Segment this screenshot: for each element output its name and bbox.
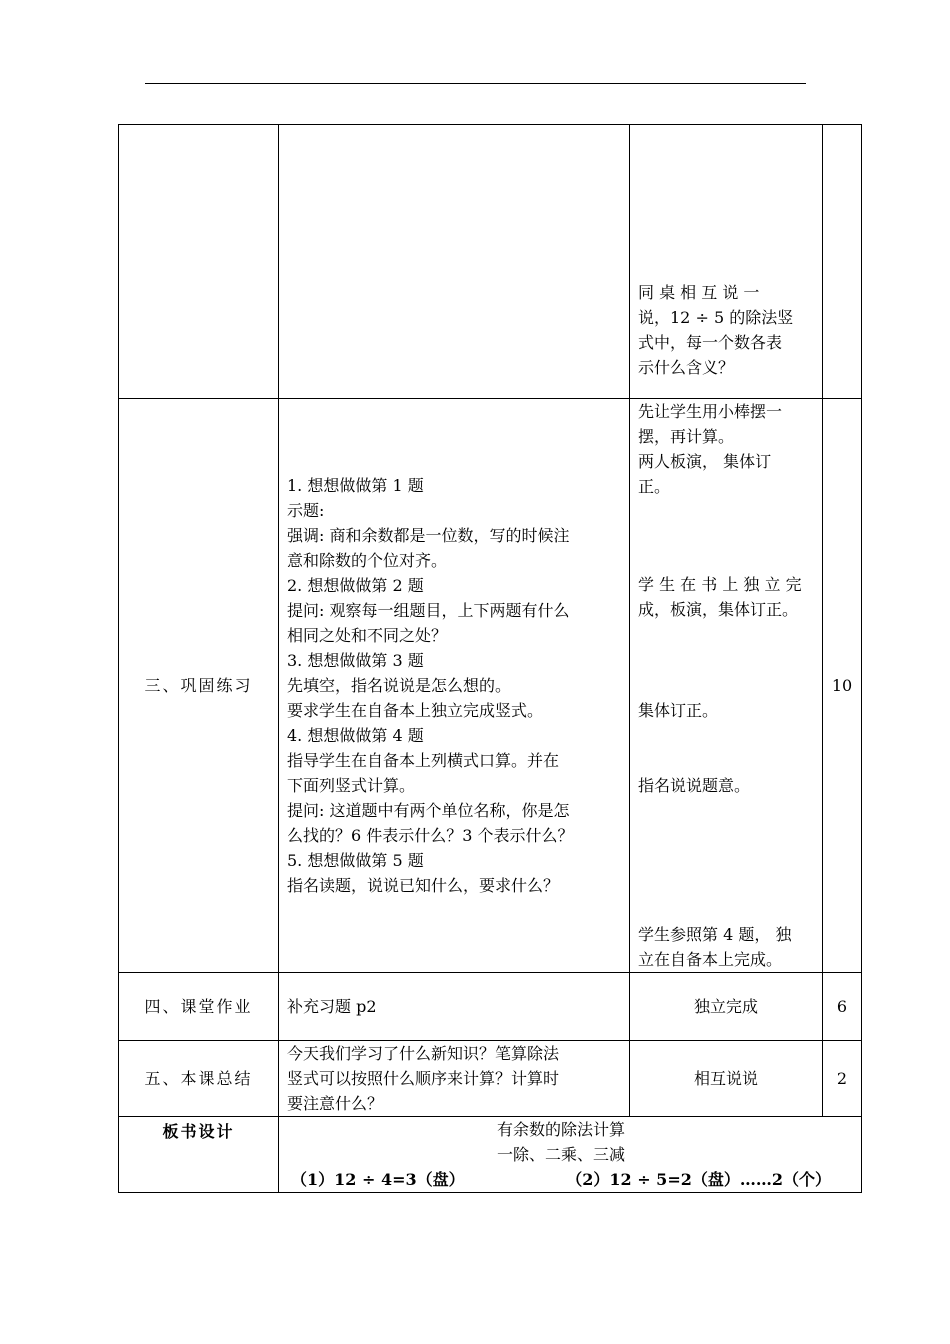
text-line: 5. 想想做做第 5 题: [287, 851, 424, 870]
teacher-activity-cell: [279, 1041, 630, 1117]
student-note: 指名说说题意。: [638, 776, 751, 795]
text-line: 立在自备本上完成。: [638, 950, 783, 969]
student-note: [638, 399, 814, 499]
text-line: 学生参照第 4 题， 独: [638, 925, 792, 944]
text-line: 提问: 这道题中有两个单位名称，你是怎: [287, 801, 570, 820]
text-line: 先让学生用小棒摆一: [638, 402, 783, 421]
student-activity-cell: 相互说说: [630, 1041, 823, 1117]
table-row: [119, 973, 862, 1041]
text-line: 指名读题，说说已知什么，要求什么？: [287, 876, 560, 895]
text-line: 式中，每一个数各表: [638, 333, 783, 352]
student-activity-cell: [630, 399, 823, 973]
equation-1: （1）12 ÷ 4=3（盘）: [291, 1170, 465, 1189]
text-line: 意和除数的个位对齐。: [287, 551, 448, 570]
text-line: 4. 想想做做第 4 题: [287, 726, 424, 745]
minutes-cell: [823, 125, 862, 399]
text-line: 3. 想想做做第 3 题: [287, 651, 424, 670]
text-line: 两人板演， 集体订: [638, 452, 772, 471]
board-design-row: [119, 1117, 862, 1193]
student-note: [638, 572, 814, 622]
text-line: 先填空，指名说说是怎么想的。: [287, 676, 512, 695]
minutes-cell: 6: [823, 973, 862, 1041]
equation-2: （2）12 ÷ 5=2（盘）……2（个）: [566, 1170, 831, 1189]
board-title: 有余数的除法计算: [496, 1120, 625, 1139]
board-steps: 一除、二乘、三减: [496, 1145, 625, 1164]
text-line: 正。: [638, 477, 671, 496]
text-line: 示什么含义？: [638, 358, 735, 377]
student-activity-cell: 独立完成: [630, 973, 823, 1041]
text-line: 要注意什么？: [287, 1094, 384, 1113]
teacher-activity-cell: 补充习题 p2: [279, 973, 630, 1041]
teacher-activity-cell: [279, 399, 630, 973]
text-line: 学 生 在 书 上 独 立 完: [638, 575, 802, 594]
text-line: 示题:: [287, 501, 325, 520]
text-line: 竖式可以按照什么顺序来计算？计算时: [287, 1069, 560, 1088]
header-rule: [145, 83, 806, 84]
text-line: 今天我们学习了什么新知识？笔算除法: [287, 1044, 560, 1063]
table-row: [119, 1041, 862, 1117]
table-row: [119, 399, 862, 973]
teacher-activity-cell: [279, 125, 630, 399]
text-line: 说，12 ÷ 5 的除法竖: [638, 308, 794, 327]
student-note: [638, 922, 814, 972]
text-line: 么找的？6 件表示什么？3 个表示什么？: [287, 826, 574, 845]
text-line: 指导学生在自备本上列横式口算。并在: [287, 751, 560, 770]
board-design-content: [279, 1117, 862, 1193]
text-line: 摆，再计算。: [638, 427, 735, 446]
text-line: 2. 想想做做第 2 题: [287, 576, 424, 595]
board-equations: [291, 1167, 831, 1192]
minutes-cell: 10: [823, 399, 862, 973]
text-line: 要求学生在自备本上独立完成竖式。: [287, 701, 544, 720]
text-line: 1. 想想做做第 1 题: [287, 476, 424, 495]
text-line: 相同之处和不同之处？: [287, 626, 448, 645]
section-cell: [119, 125, 279, 399]
student-note: 集体订正。: [638, 701, 719, 720]
text-line: 同 桌 相 互 说 一: [638, 283, 760, 302]
board-design-label: 板书设计: [119, 1117, 279, 1193]
lesson-plan-table: [118, 124, 862, 1193]
section-cell: 三、巩固练习: [119, 399, 279, 973]
table-row: [119, 125, 862, 399]
section-cell: 五、本课总结: [119, 1041, 279, 1117]
text-line: 下面列竖式计算。: [287, 776, 416, 795]
text-line: 强调: 商和余数都是一位数，写的时候注: [287, 526, 570, 545]
text-line: 成，板演，集体订正。: [638, 600, 799, 619]
student-activity-cell: [630, 125, 823, 399]
section-cell: 四、课堂作业: [119, 973, 279, 1041]
minutes-cell: 2: [823, 1041, 862, 1117]
text-line: 提问: 观察每一组题目，上下两题有什么: [287, 601, 570, 620]
